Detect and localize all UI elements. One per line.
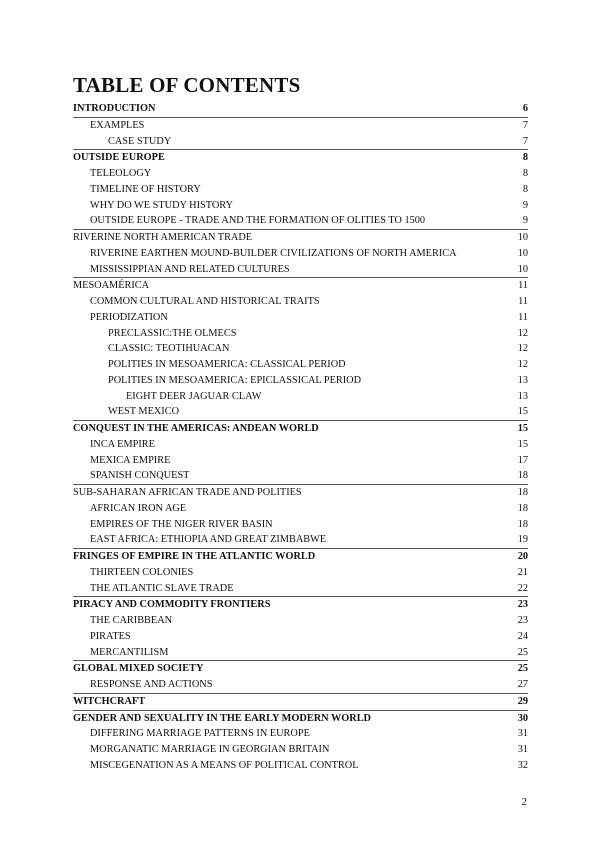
toc-entry-page: 10	[517, 247, 528, 259]
toc-entry-label: POLITIES IN MESOAMERICA: EPICLASSICAL PERIOD	[108, 374, 362, 386]
toc-entry-page: 27	[517, 679, 528, 690]
toc-entry-label: GLOBAL MIXED SOCIETY	[73, 663, 204, 675]
toc-entry[interactable]	[73, 246, 528, 262]
toc-entry-page: 8	[522, 183, 528, 195]
toc-entry[interactable]	[73, 532, 528, 549]
toc-entry-label: CASE STUDY	[108, 135, 172, 147]
toc-entry-page: 7	[522, 135, 528, 147]
toc-entry-page: 11	[518, 296, 528, 307]
toc-entry-page: 25	[517, 646, 528, 658]
toc-entry-label: FRINGES OF EMPIRE IN THE ATLANTIC WORLD	[73, 551, 316, 562]
toc-entry-page: 9	[522, 215, 528, 227]
toc-entry-page: 7	[522, 119, 528, 131]
toc-entry[interactable]	[73, 421, 528, 437]
toc-entry-page: 15	[517, 423, 528, 434]
toc-entry[interactable]	[73, 294, 528, 310]
toc-entry-label: MISCEGENATION AS A MEANS OF POLITICAL CONTROL	[90, 759, 359, 771]
toc-entry-page: 8	[522, 152, 528, 164]
toc-entry-label: EIGHT DEER JAGUAR CLAW	[126, 390, 262, 402]
toc-entry[interactable]	[73, 373, 528, 389]
toc-entry[interactable]	[73, 485, 528, 501]
toc-entry-page: 29	[517, 695, 528, 707]
toc-entry-page: 12	[517, 343, 528, 355]
toc-entry-page: 17	[517, 454, 528, 466]
toc-entry[interactable]	[73, 726, 528, 742]
toc-entry[interactable]	[73, 262, 528, 279]
toc-entry-label: MEXICA EMPIRE	[90, 454, 171, 466]
toc-entry-page: 18	[517, 502, 528, 514]
toc-entry[interactable]	[73, 150, 528, 166]
toc-entry-page: 32	[517, 759, 528, 771]
toc-entry[interactable]	[73, 230, 528, 246]
toc-entry-label: PRECLASSIC:THE OLMECS	[108, 327, 237, 339]
toc-entry[interactable]	[73, 501, 528, 517]
toc-entry-page: 18	[517, 518, 528, 530]
toc-entry-page: 18	[517, 487, 528, 498]
toc-entry-label: EAST AFRICA: ETHIOPIA AND GREAT ZIMBABWE	[90, 534, 327, 546]
toc-entry-page: 20	[517, 551, 528, 562]
toc-entry-page: 10	[517, 263, 528, 275]
toc-entry-label: WHY DO WE STUDY HISTORY	[90, 199, 234, 211]
toc-entry-label: POLITIES IN MESOAMERICA: CLASSICAL PERIOD	[108, 359, 346, 370]
toc-entry-page: 13	[517, 374, 528, 386]
toc-entry[interactable]	[73, 677, 528, 694]
toc-entry-label: TIMELINE OF HISTORY	[90, 183, 201, 195]
toc-entry-label: MISSISSIPPIAN AND RELATED CULTURES	[90, 263, 290, 275]
toc-entry-label: GENDER AND SEXUALITY IN THE EARLY MODERN WORLD	[73, 712, 371, 724]
toc-entry-label: EMPIRES OF THE NIGER RIVER BASIN	[90, 518, 273, 530]
toc-entry-label: MORGANATIC MARRIAGE IN GEORGIAN BRITAIN	[90, 744, 330, 755]
toc-entry[interactable]	[73, 597, 528, 613]
toc-entry-label: CLASSIC: TEOTIHUACAN	[108, 343, 230, 355]
toc-entry-label: AFRICAN IRON AGE	[90, 502, 187, 514]
toc-entry-label: PERIODIZATION	[90, 311, 168, 323]
toc-entry-label: CONQUEST IN THE AMERICAS: ANDEAN WORLD	[73, 423, 319, 434]
toc-entry-label: RIVERINE NORTH AMERICAN TRADE	[73, 232, 253, 243]
toc-entry[interactable]	[73, 645, 528, 662]
toc-entry-label: INCA EMPIRE	[90, 438, 155, 450]
toc-entry-page: 30	[517, 712, 528, 724]
toc-entry[interactable]	[73, 310, 528, 326]
toc-entry[interactable]	[73, 101, 528, 118]
table-of-contents	[73, 101, 528, 774]
toc-entry-label: EXAMPLES	[90, 119, 145, 131]
toc-entry[interactable]	[73, 326, 528, 342]
toc-entry-page: 31	[517, 744, 528, 755]
toc-entry[interactable]	[73, 437, 528, 453]
toc-entry-page: 12	[517, 327, 528, 339]
toc-entry-label: THE CARIBBEAN	[90, 615, 173, 626]
toc-entry[interactable]	[73, 629, 528, 645]
toc-entry-label: TELEOLOGY	[90, 168, 152, 179]
toc-entry-label: OUTSIDE EUROPE	[73, 152, 165, 164]
toc-entry-page: 15	[517, 438, 528, 450]
toc-entry[interactable]	[73, 581, 528, 598]
toc-entry-page: 18	[517, 470, 528, 482]
toc-entry[interactable]	[73, 357, 528, 373]
toc-entry-page: 22	[517, 582, 528, 594]
toc-entry-label: PIRATES	[90, 630, 131, 642]
toc-entry-label: WEST MEXICO	[108, 406, 180, 418]
toc-entry-page: 9	[522, 199, 528, 211]
toc-entry[interactable]	[73, 389, 528, 405]
toc-entry-page: 8	[522, 168, 528, 179]
toc-entry[interactable]	[73, 453, 528, 469]
toc-entry-label: RIVERINE EARTHEN MOUND-BUILDER CIVILIZATIONS OF NORTH AMERICA	[90, 247, 457, 259]
toc-entry-label: SUB-SAHARAN AFRICAN TRADE AND POLITIES	[73, 487, 302, 498]
toc-entry[interactable]	[73, 198, 528, 214]
toc-entry[interactable]	[73, 694, 528, 711]
toc-entry-label: WITCHCRAFT	[73, 695, 146, 707]
toc-entry-label: INTRODUCTION	[73, 103, 156, 114]
toc-entry-page: 6	[522, 103, 528, 114]
toc-entry-label: RESPONSE AND ACTIONS	[90, 679, 213, 690]
toc-entry-page: 23	[517, 615, 528, 626]
page-number: 2	[521, 796, 527, 808]
page-title: TABLE OF CONTENTS	[73, 73, 301, 97]
toc-entry[interactable]	[73, 742, 528, 758]
toc-entry-page: 24	[517, 630, 528, 642]
toc-entry-page: 23	[517, 599, 528, 611]
toc-entry[interactable]	[73, 468, 528, 485]
toc-entry-page: 31	[517, 728, 528, 740]
toc-entry-page: 19	[517, 534, 528, 546]
toc-entry-label: SPANISH CONQUEST	[90, 470, 190, 482]
toc-entry[interactable]	[73, 341, 528, 357]
toc-entry[interactable]	[73, 134, 528, 151]
toc-entry[interactable]	[73, 118, 528, 134]
toc-entry[interactable]	[73, 613, 528, 629]
toc-entry-page: 21	[517, 566, 528, 578]
toc-entry-label: PIRACY AND COMMODITY FRONTIERS	[73, 599, 271, 611]
toc-entry[interactable]	[73, 182, 528, 198]
toc-entry[interactable]	[73, 517, 528, 533]
toc-entry[interactable]	[73, 565, 528, 581]
toc-entry[interactable]	[73, 278, 528, 294]
toc-entry-page: 12	[517, 359, 528, 370]
toc-entry-page: 15	[517, 406, 528, 418]
toc-entry[interactable]	[73, 213, 528, 230]
toc-entry[interactable]	[73, 549, 528, 565]
toc-entry-label: THIRTEEN COLONIES	[90, 566, 194, 578]
toc-entry-page: 13	[517, 390, 528, 402]
toc-entry[interactable]	[73, 166, 528, 182]
toc-entry[interactable]	[73, 758, 528, 774]
toc-entry-page: 11	[518, 311, 528, 323]
toc-entry-label: MESOAMÉRICA	[73, 280, 150, 292]
toc-entry[interactable]	[73, 711, 528, 727]
toc-entry-label: THE ATLANTIC SLAVE TRADE	[90, 582, 234, 594]
toc-entry-page: 11	[518, 280, 528, 292]
toc-entry[interactable]	[73, 661, 528, 677]
toc-entry-page: 10	[517, 232, 528, 243]
toc-entry-label: DIFFERING MARRIAGE PATTERNS IN EUROPE	[90, 728, 310, 740]
toc-entry-label: COMMON CULTURAL AND HISTORICAL TRAITS	[90, 296, 320, 307]
toc-entry[interactable]	[73, 404, 528, 421]
toc-entry-page: 25	[517, 663, 528, 675]
toc-entry-label: MERCANTILISM	[90, 646, 169, 658]
toc-entry-label: OUTSIDE EUROPE - TRADE AND THE FORMATION OF OLITIES TO 1500	[90, 215, 426, 227]
